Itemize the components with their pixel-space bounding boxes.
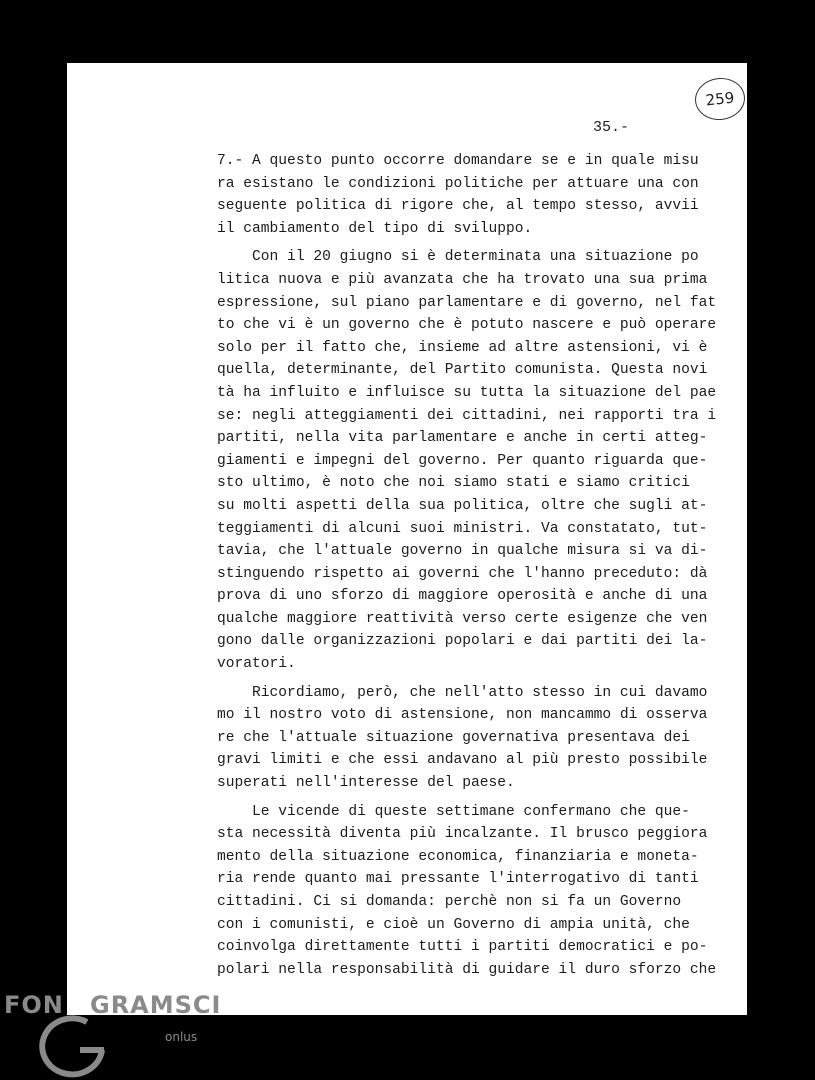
text-line: il cambiamento del tipo di sviluppo. [217, 220, 533, 237]
logo-text-left: FON [4, 991, 64, 1019]
fondazione-gramsci-logo [0, 985, 220, 1080]
text-line: con i comunisti, e cioè un Governo di ampia unità, che [217, 916, 690, 933]
text-line: Le vicende di queste settimane confermano che que- [217, 803, 690, 820]
text-line: cittadini. Ci si domanda: perchè non si fa un Governo [217, 894, 682, 910]
text-line: sto ultimo, è noto che noi siamo stati e siamo critici [217, 475, 690, 492]
text-line: gravi limiti e che essi andavano al più presto possibile [217, 752, 708, 769]
document-page [67, 63, 747, 1015]
text-line: stinguendo rispetto ai governi che l'hanno preceduto: dà [217, 565, 708, 582]
text-line: su molti aspetti della sua politica, oltre che sugli at- [217, 497, 708, 514]
archive-number-stamp: 259 [693, 76, 747, 123]
text-line: se: negli atteggiamenti dei cittadini, nei rapporti tra i [217, 407, 717, 424]
text-line: quella, determinante, del Partito comunista. Questa novi [217, 362, 708, 379]
text-line: litica nuova e più avanzata che ha trovato una sua prima [217, 271, 708, 288]
logo-ring-icon [32, 1010, 122, 1080]
text-line: coinvolga direttamente tutti i partiti democratici e po- [217, 939, 708, 956]
text-line: prova di uno sforzo di maggiore operosità e anche di una [217, 588, 708, 605]
text-line: superati nell'interesse del paese. [217, 775, 515, 792]
text-line: giamenti e impegni del governo. Per quanto riguarda que- [217, 452, 708, 469]
text-line: gono dalle organizzazioni popolari e dai partiti dei la- [217, 633, 708, 650]
typewritten-body [217, 150, 717, 981]
text-line: solo per il fatto che, insieme ad altre astensioni, vi è [217, 339, 708, 356]
text-line: to che vi è un governo che è potuto nascere e può operare [217, 317, 717, 334]
text-line: polari nella responsabilità di guidare il duro sforzo che [217, 961, 717, 978]
text-line: seguente politica di rigore che, al tempo stesso, avvii [217, 198, 699, 215]
text-line: Ricordiamo, però, che nell'atto stesso in cui davamo [217, 684, 708, 701]
text-line: Con il 20 giugno si è determinata una situazione po [217, 249, 699, 266]
text-line: tà ha influito e influisce su tutta la situazione del pae [217, 384, 717, 401]
text-line: teggiamenti di alcuni suoi ministri. Va constatato, tut- [217, 520, 708, 537]
text-line: ria rende quanto mai pressante l'interrogativo di tanti [217, 871, 699, 888]
text-line: qualche maggiore reattività verso certe esigenze che ven [217, 610, 708, 627]
logo-subtext: onlus [165, 1030, 198, 1044]
text-line: re che l'attuale situazione governativa presentava dei [217, 729, 690, 746]
text-line: sta necessità diventa più incalzante. Il brusco peggiora [217, 826, 708, 843]
text-line: 7.- A questo punto occorre domandare se e in quale misu [217, 153, 699, 169]
text-line: mento della situazione economica, finanziaria e moneta- [217, 848, 699, 865]
text-line: tavia, che l'attuale governo in qualche misura si va di- [217, 543, 708, 560]
text-line: ra esistano le condizioni politiche per attuare una con [217, 175, 699, 192]
text-line: espressione, sul piano parlamentare e di governo, nel fat [217, 294, 717, 311]
text-line: mo il nostro voto di astensione, non mancammo di osserva [217, 707, 708, 724]
text-line: voratori. [217, 656, 296, 673]
text-line: partiti, nella vita parlamentare e anche in certi atteg- [217, 430, 708, 447]
logo-text-right: GRAMSCI [90, 991, 222, 1019]
page-number: 35.- [593, 119, 630, 136]
